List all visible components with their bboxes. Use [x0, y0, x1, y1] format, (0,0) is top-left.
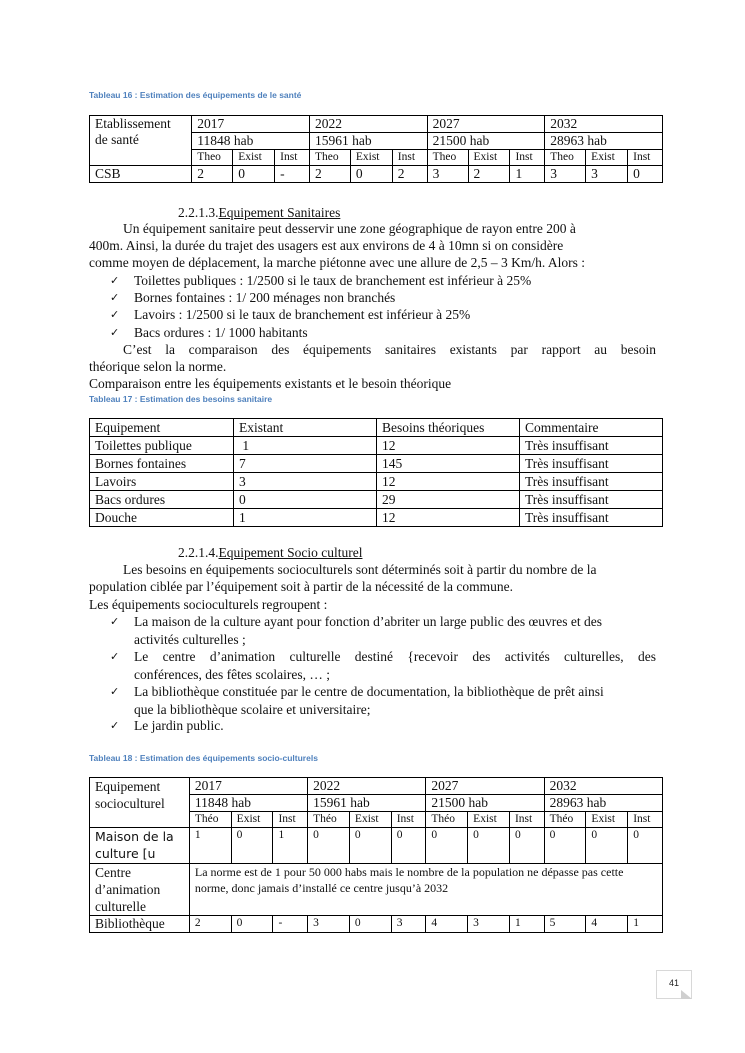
paragraph-line: C’est la comparaison des équipements sanitaires existants par rapport au besoin	[123, 342, 656, 357]
cell: 1	[628, 916, 663, 933]
cell: 0	[350, 166, 392, 183]
cell: 0	[468, 828, 510, 864]
header-equipement: Equipement	[90, 419, 234, 437]
population-2027: 21500 hab	[427, 133, 545, 150]
subheader-theo: Théo	[308, 812, 350, 828]
cell: Toilettes publique	[90, 437, 234, 455]
cell: Lavoirs	[90, 473, 234, 491]
cell: 1	[189, 828, 231, 864]
cell: 0	[231, 828, 273, 864]
table-row	[90, 437, 663, 455]
paragraph-line: 400m. Ainsi, la durée du trajet des usagers est aux environs de 4 à 10mn si on considère	[89, 238, 564, 253]
subheader-inst: Inst	[273, 812, 308, 828]
check-icon: ✓	[110, 615, 120, 628]
cell: 0	[349, 828, 391, 864]
cell: 3	[234, 473, 377, 491]
cell: 0	[391, 828, 426, 864]
cell: Très insuffisant	[520, 473, 663, 491]
tableau-16-caption: Tableau 16 : Estimation des équipements de le santé	[89, 90, 302, 100]
tableau-18	[89, 777, 663, 933]
cell: 0	[544, 828, 586, 864]
subheader-theo: Theo	[545, 150, 586, 166]
section-title: Equipement Sanitaires	[218, 205, 341, 220]
check-icon: ✓	[110, 308, 120, 321]
subheader-inst: Inst	[275, 150, 310, 166]
section-number: 2.2.1.4.	[178, 545, 219, 560]
header-equipement-socioculturel: Equipement socioculturel	[90, 778, 190, 828]
subheader-inst: Inst	[391, 812, 426, 828]
check-icon: ✓	[110, 291, 120, 304]
year-2022: 2022	[308, 778, 426, 795]
paragraph-line: Les équipements socioculturels regroupent :	[89, 597, 328, 612]
table-row	[90, 473, 663, 491]
subheader-exist: Exist	[231, 812, 273, 828]
cell: 0	[308, 828, 350, 864]
header-etablissement: Etablissement de santé	[90, 116, 192, 166]
row-label: CSB	[90, 166, 192, 183]
cell: 2	[309, 166, 350, 183]
cell: 0	[231, 916, 273, 933]
check-icon: ✓	[110, 274, 120, 287]
cell: Bornes fontaines	[90, 455, 234, 473]
row-label: Bibliothèque	[90, 916, 190, 933]
row-label: Maison de la culture [u	[90, 828, 190, 864]
year-2017: 2017	[189, 778, 307, 795]
cell: Très insuffisant	[520, 437, 663, 455]
header-commentaire: Commentaire	[520, 419, 663, 437]
paragraph-line: population ciblée par l’équipement soit à partir de la nécessité de la commune.	[89, 579, 513, 594]
paragraph-line: Un équipement sanitaire peut desservir une zone géographique de rayon entre 200 à	[123, 221, 576, 236]
page-number: 41	[668, 978, 679, 988]
check-icon: ✓	[110, 685, 120, 698]
tableau-18-caption: Tableau 18 : Estimation des équipements socio-culturels	[89, 753, 318, 763]
cell: Très insuffisant	[520, 455, 663, 473]
subheader-inst: Inst	[392, 150, 427, 166]
table-row	[90, 916, 663, 933]
subheader-theo: Theo	[427, 150, 468, 166]
subheader-theo: Théo	[544, 812, 586, 828]
cell: Bacs ordures	[90, 491, 234, 509]
subheader-inst: Inst	[509, 812, 544, 828]
subheader-inst: Inst	[510, 150, 545, 166]
cell: 4	[586, 916, 628, 933]
section-heading-socioculturel	[178, 544, 362, 561]
paragraph-line: théorique selon la norme.	[89, 359, 227, 374]
cell: 12	[377, 473, 520, 491]
subheader-exist: Exist	[468, 150, 510, 166]
cell: 5	[544, 916, 586, 933]
cell: 0	[233, 166, 275, 183]
check-icon: ✓	[110, 719, 120, 732]
check-icon: ✓	[110, 650, 120, 663]
cell: Très insuffisant	[520, 491, 663, 509]
cell: 2	[192, 166, 233, 183]
comparison-title: Comparaison entre les équipements existants et le besoin théorique	[89, 376, 452, 391]
table-row	[90, 509, 663, 527]
cell: 12	[377, 509, 520, 527]
cell: 3	[586, 166, 628, 183]
year-2027: 2027	[427, 116, 545, 133]
header-existant: Existant	[234, 419, 377, 437]
subheader-theo: Théo	[189, 812, 231, 828]
subheader-exist: Exist	[233, 150, 275, 166]
subheader-theo: Théo	[426, 812, 468, 828]
cell: 2	[189, 916, 231, 933]
cell: 0	[234, 491, 377, 509]
cell: 12	[377, 437, 520, 455]
cell: -	[275, 166, 310, 183]
cell: 2	[392, 166, 427, 183]
cell: Douche	[90, 509, 234, 527]
cell: -	[273, 916, 308, 933]
cell: 3	[468, 916, 510, 933]
subheader-exist: Exist	[586, 150, 628, 166]
tableau-17-caption: Tableau 17 : Estimation des besoins sanitaire	[89, 394, 273, 404]
paragraph-line: Les besoins en équipements socioculturels sont déterminés soit à partir du nombre de la	[123, 562, 597, 577]
cell: 1	[234, 509, 377, 527]
check-icon: ✓	[110, 326, 120, 339]
cell: 145	[377, 455, 520, 473]
cell: 29	[377, 491, 520, 509]
page-number-box	[656, 970, 692, 999]
table-row	[90, 166, 663, 183]
section-heading-sanitaires	[178, 204, 340, 221]
cell: 3	[427, 166, 468, 183]
row-label: Centre d’animation culturelle	[90, 864, 190, 916]
header-besoins: Besoins théoriques	[377, 419, 520, 437]
cell: 0	[628, 166, 663, 183]
population-2032: 28963 hab	[544, 795, 662, 812]
subheader-theo: Theo	[309, 150, 350, 166]
cell: 3	[308, 916, 350, 933]
subheader-exist: Exist	[586, 812, 628, 828]
table-row	[90, 828, 663, 864]
cell: 3	[545, 166, 586, 183]
subheader-exist: Exist	[468, 812, 510, 828]
year-2032: 2032	[544, 778, 662, 795]
subheader-exist: Exist	[349, 812, 391, 828]
tableau-16	[89, 115, 663, 183]
table-row	[90, 491, 663, 509]
population-2022: 15961 hab	[309, 133, 427, 150]
cell: 0	[426, 828, 468, 864]
table-row	[90, 455, 663, 473]
cell: 3	[391, 916, 426, 933]
subheader-inst: Inst	[628, 812, 663, 828]
cell: 0	[628, 828, 663, 864]
population-2022: 15961 hab	[308, 795, 426, 812]
year-2032: 2032	[545, 116, 663, 133]
year-2027: 2027	[426, 778, 544, 795]
cell: 1	[509, 916, 544, 933]
cell: 2	[468, 166, 510, 183]
population-2027: 21500 hab	[426, 795, 544, 812]
cell: 4	[426, 916, 468, 933]
subheader-exist: Exist	[350, 150, 392, 166]
year-2022: 2022	[309, 116, 427, 133]
section-title: Equipement Socio culturel	[218, 545, 363, 560]
cell: 1	[510, 166, 545, 183]
cell: 0	[509, 828, 544, 864]
cell: 1	[234, 437, 377, 455]
table-row	[90, 864, 663, 916]
cell: 7	[234, 455, 377, 473]
cell: 0	[349, 916, 391, 933]
cell: 1	[273, 828, 308, 864]
cell: Très insuffisant	[520, 509, 663, 527]
subheader-theo: Theo	[192, 150, 233, 166]
cell: 0	[586, 828, 628, 864]
row-note: La norme est de 1 pour 50 000 habs mais le nombre de la population ne dépasse pas cette norme, donc jamais d’installé ce centre jusqu’à 2032	[189, 864, 662, 916]
year-2017: 2017	[192, 116, 310, 133]
tableau-17	[89, 418, 663, 527]
population-2017: 11848 hab	[192, 133, 310, 150]
section-number: 2.2.1.3.	[178, 205, 219, 220]
page-curl-icon	[681, 990, 692, 999]
population-2032: 28963 hab	[545, 133, 663, 150]
paragraph-line: comme moyen de déplacement, la marche piétonne avec une allure de 2,5 – 3 Km/h. Alors :	[89, 255, 585, 270]
subheader-inst: Inst	[628, 150, 663, 166]
population-2017: 11848 hab	[189, 795, 307, 812]
